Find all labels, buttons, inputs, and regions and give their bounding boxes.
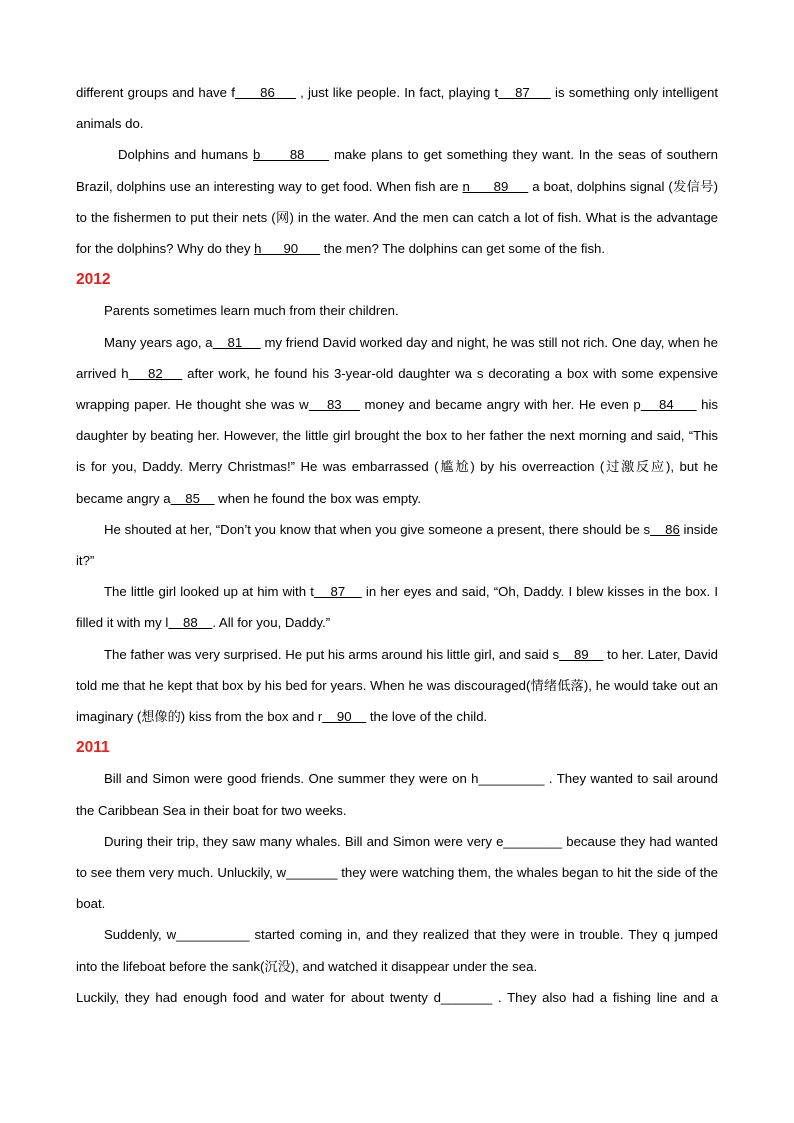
blank-82: 82 — [128, 365, 183, 381]
blank-88: 88 — [168, 615, 213, 631]
paragraph-dolphins-2 — [76, 139, 718, 264]
document-page — [76, 77, 718, 1013]
text: He shouted at her, “Don’t you know that when you give someone a present, there should be s — [104, 521, 651, 537]
text: to her. Later, David told me that he kept that box by his bed for years. When he was discouraged(情绪低落), he would take out an imaginary (想像的) kiss from the box and r — [76, 646, 719, 725]
paragraph-dolphins-1 — [76, 77, 718, 139]
blank: _________ — [478, 771, 545, 787]
paragraph-2011-4 — [76, 982, 718, 1013]
paragraph-2012-3 — [76, 514, 718, 576]
text: Suddenly, w — [104, 927, 177, 943]
text: The father was very surprised. He put his arms around his little girl, and said s — [104, 646, 560, 662]
text: when he found the box was empty. — [214, 490, 422, 506]
text: During their trip, they saw many whales. Bill and Simon were very e — [104, 833, 504, 849]
blank: _______ — [440, 989, 493, 1005]
blank-87: 87 — [313, 584, 362, 600]
blank: __________ — [176, 927, 250, 943]
paragraph-2012-4 — [76, 576, 718, 638]
text: Luckily, they had enough food and water for about twenty d — [76, 989, 441, 1005]
text: , just like people. In fact, playing t — [295, 85, 499, 100]
text: his daughter by beating her. However, the little girl brought the box to her father the next morning and said, “This is for you, Daddy. Merry Christmas!” He was embarrassed (尴尬) by his overreaction (过激反应), but he became angry a — [76, 397, 718, 506]
year-heading-2011: 2011 — [76, 739, 110, 757]
blank-89: n 89 — [462, 178, 529, 194]
paragraph-2012-1: Parents sometimes learn much from their children. — [104, 303, 399, 319]
paragraph-2012-5 — [76, 639, 718, 733]
paragraph-2011-3 — [76, 919, 718, 981]
text: in her eyes and said, “Oh, Daddy. I blew kisses in the box. I filled it with my l — [76, 584, 718, 631]
text: . They also had a fishing line and a — [492, 989, 719, 1005]
text: inside it?” — [76, 521, 719, 569]
text: started coming in, and they realized that they were in trouble. They q jumped into the lifeboat before the sank(沉没), and watched it disappear under the sea. — [76, 927, 718, 974]
text: Bill and Simon were good friends. One summer they were on h — [104, 771, 479, 787]
blank-84: 84 — [640, 397, 697, 413]
text: because they had wanted to see them very much. Unluckily, w — [76, 833, 718, 881]
text: is something only intelligent animals do. — [76, 85, 718, 132]
paragraph-2011-2 — [76, 826, 718, 920]
text: they were watching them, the whales began to hit the side of the boat. — [76, 865, 718, 912]
text: . All for you, Daddy.” — [212, 615, 331, 631]
text: . They wanted to sail around the Caribbean Sea in their boat for two weeks. — [76, 771, 718, 818]
text: a boat, dolphins signal (发信号) to the fishermen to put their nets (网) in the water. And the men can catch a lot of fish. What is the advantage for the dolphins? Why do they — [76, 178, 718, 257]
blank: ________ — [503, 833, 563, 849]
blank-86: 86 — [650, 521, 680, 537]
text: Dolphins and humans — [118, 147, 253, 163]
text: the love of the child. — [366, 709, 488, 725]
text: my friend David worked day and night, he was still not rich. One day, when he arrived h — [76, 334, 718, 381]
text: The little girl looked up at him with t — [104, 584, 314, 600]
blank-90: 90 — [322, 709, 367, 725]
text: make plans to get something they want. In the seas of southern Brazil, dolphins use an interesting way to get food. When fish are — [76, 147, 718, 194]
text: Many years ago, a — [104, 334, 213, 350]
text: money and became angry with her. He even p — [359, 397, 641, 413]
blank-83: 83 — [308, 397, 360, 413]
paragraph-2012-2 — [76, 327, 718, 514]
paragraph-2011-1 — [76, 763, 718, 825]
blank-86: 86 — [234, 85, 296, 100]
blank-87: 87 — [498, 85, 551, 100]
blank: _______ — [286, 865, 338, 881]
text: different groups and have f — [76, 85, 235, 100]
blank-88: b 88 — [252, 147, 330, 163]
blank-81: 81 — [212, 334, 261, 350]
text: after work, he found his 3-year-old daughter wa s decorating a box with some expensive wrapping paper. He thought she was w — [76, 365, 719, 413]
text: the men? The dolphins can get some of the fish. — [320, 241, 606, 257]
blank-89: 89 — [559, 646, 604, 662]
year-heading-2012: 2012 — [76, 271, 111, 289]
blank-85: 85 — [170, 490, 215, 506]
blank-90: h 90 — [254, 241, 321, 257]
